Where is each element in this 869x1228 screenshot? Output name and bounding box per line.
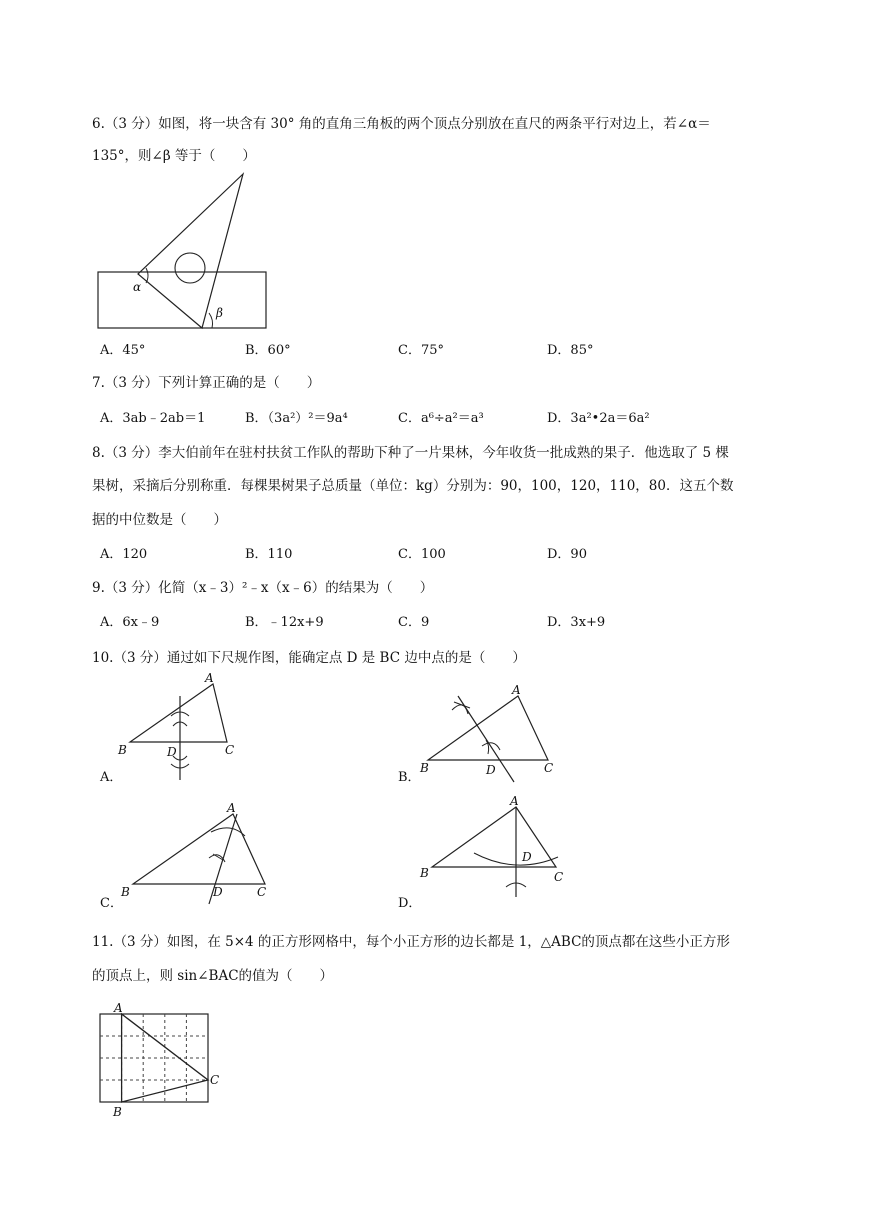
q11-stem-line-2: 的顶点上，则 sin∠BAC的值为（ ） (92, 968, 334, 984)
svg-text:B: B (113, 1105, 122, 1119)
svg-text:D: D (167, 745, 177, 759)
q10-option-b[interactable]: B． (398, 770, 421, 785)
q9-option-c[interactable]: C．9 (398, 615, 430, 630)
svg-text:A: A (512, 683, 521, 697)
q8-option-d[interactable]: D．90 (547, 547, 587, 562)
q9-stem: 9.（3 分）化简（x﹣3）²﹣x（x﹣6）的结果为（ ） (92, 580, 434, 596)
svg-text:D: D (486, 763, 496, 777)
q8-option-c[interactable]: C．100 (398, 547, 446, 562)
svg-text:C: C (554, 870, 564, 884)
q8-stem-line-1: 8.（3 分）李大伯前年在驻村扶贫工作队的帮助下种了一片果林，今年收货一批成熟的果子．他选取了 5 棵 (92, 445, 729, 461)
svg-text:A: A (205, 671, 214, 685)
svg-text:C: C (544, 761, 554, 775)
svg-text:A: A (227, 801, 236, 815)
svg-text:A: A (114, 1001, 123, 1015)
q6-option-b[interactable]: B．60° (245, 343, 291, 358)
q10-option-a[interactable]: A． (100, 770, 123, 785)
q6-beta-label: β (216, 306, 223, 320)
q9-option-b[interactable]: B．﹣12x+9 (245, 615, 324, 630)
q8-option-b[interactable]: B．110 (245, 547, 293, 562)
q9-option-a[interactable]: A．6x﹣9 (100, 615, 160, 630)
q10-option-d[interactable]: D． (398, 896, 422, 911)
q7-stem: 7.（3 分）下列计算正确的是（ ） (92, 375, 321, 391)
svg-text:B: B (118, 743, 127, 757)
q6-option-c[interactable]: C．75° (398, 343, 444, 358)
svg-text:C: C (210, 1073, 220, 1087)
q6-option-a[interactable]: A．45° (100, 343, 146, 358)
q11-grid-figure (98, 1000, 228, 1125)
q11-stem-line-1: 11.（3 分）如图，在 5×4 的正方形网格中，每个小正方形的边长都是 1，△ABC的顶点都在这些小正方形 (92, 934, 730, 950)
q10-option-c[interactable]: C． (100, 896, 123, 911)
svg-text:B: B (420, 761, 429, 775)
svg-text:D: D (522, 850, 532, 864)
svg-text:C: C (257, 885, 267, 899)
q6-option-d[interactable]: D．85° (547, 343, 594, 358)
svg-text:B: B (121, 885, 130, 899)
svg-text:D: D (213, 885, 223, 899)
q7-option-d[interactable]: D．3a²•2a＝6a² (547, 411, 650, 426)
svg-text:A: A (510, 794, 519, 808)
q8-option-a[interactable]: A．120 (100, 547, 148, 562)
q10-figure-d (418, 795, 568, 910)
q10-figure-a (115, 670, 245, 785)
q7-option-b[interactable]: B．（3a²）²＝9a⁴ (245, 411, 348, 426)
q6-figure-triangle-ruler (96, 170, 271, 335)
svg-text:B: B (420, 866, 429, 880)
q10-figure-b (418, 680, 568, 780)
q8-stem-line-3: 据的中位数是（ ） (92, 512, 227, 528)
q8-stem-line-2: 果树，采摘后分别称重．每棵果树果子总质量（单位：kg）分别为：90，100，120，110，80．这五个数 (92, 478, 734, 494)
q7-option-a[interactable]: A．3ab﹣2ab＝1 (100, 411, 206, 426)
q9-option-d[interactable]: D．3x+9 (547, 615, 606, 630)
q7-option-c[interactable]: C．a⁶÷a²＝a³ (398, 411, 484, 426)
q6-alpha-label: α (133, 280, 142, 294)
q10-stem: 10.（3 分）通过如下尺规作图，能确定点 D 是 BC 边中点的是（ ） (92, 650, 526, 666)
svg-text:C: C (225, 743, 235, 757)
q6-stem-line-2: 135°，则∠β 等于（ ） (92, 148, 256, 164)
q6-stem-line-1: 6.（3 分）如图，将一块含有 30° 角的直角三角板的两个顶点分别放在直尺的两条平行对边上，若∠α＝ (92, 116, 711, 132)
q10-figure-c (115, 800, 275, 905)
